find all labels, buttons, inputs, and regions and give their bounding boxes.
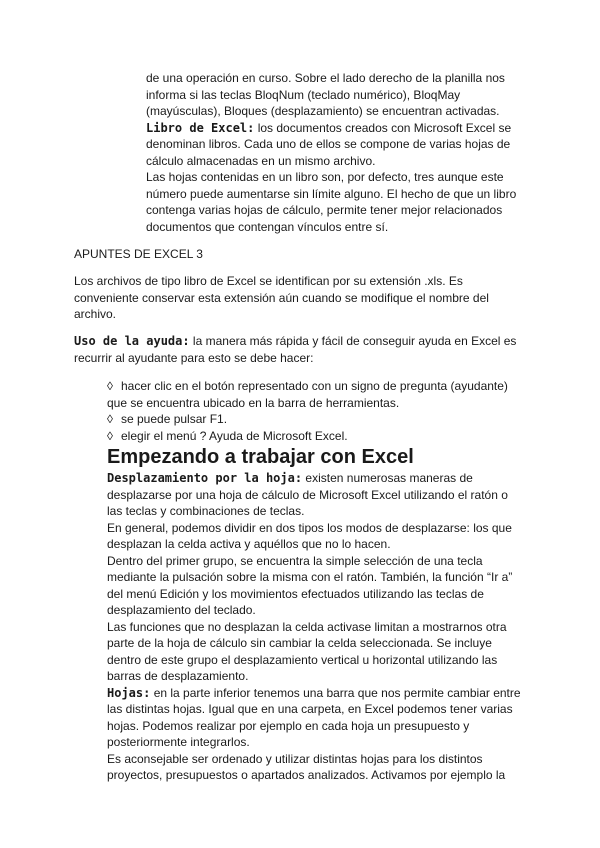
bullet-text: hacer clic en el botón representado con un signo de pregunta (ayudante) <box>121 379 508 393</box>
list-item <box>107 411 577 428</box>
text-line: Dentro del primer grupo, se encuentra la simple selección de una tecla <box>107 553 483 568</box>
desplazamiento-first-text: existen numerosas maneras de <box>302 471 473 485</box>
desplazamiento-term: Desplazamiento por la hoja: <box>107 471 303 485</box>
text-line: En general, podemos dividir en dos tipos los modos de desplazarse: los que <box>107 520 512 535</box>
body-section <box>107 470 587 784</box>
text-line: Las funciones que no desplazan la celda activase limitan a mostrarnos otra <box>107 619 507 634</box>
text-line: del menú Edición y los movimientos efectuados utilizando las teclas de <box>107 586 484 601</box>
text-line: contenga varias hojas de cálculo, permite tener mejor relacionados <box>146 203 503 217</box>
text-line: dentro de este grupo el desplazamiento vertical u horizontal utilizando las <box>107 652 498 667</box>
bullet-list <box>107 378 577 444</box>
text-line: Los archivos de tipo libro de Excel se identifican por su extensión .xls. Es <box>74 274 463 288</box>
text-line: conveniente conservar esta extensión aún cuando se modifique el nombre del <box>74 290 489 305</box>
text-line: de una operación en curso. Sobre el lado derecho de la planilla nos <box>146 71 505 85</box>
text-line: las teclas y combinaciones de teclas. <box>107 504 305 518</box>
text-line: las distintas hojas. Igual que en una carpeta, en Excel podemos tener varias <box>107 702 513 716</box>
text-line: (mayúsculas), Bloques (desplazamiento) se encuentran activadas. <box>146 104 500 118</box>
libro-term: Libro de Excel: <box>146 120 255 135</box>
text-line: cálculo almacenadas en un mismo archivo. <box>146 153 376 168</box>
text-line: desplazamiento del teclado. <box>107 603 256 617</box>
diamond-bullet-icon: ◊ <box>107 428 113 443</box>
ayuda-paragraph <box>74 333 574 366</box>
libro-first-text: los documentos creados con Microsoft Excel se <box>254 120 512 135</box>
text-line: posteriormente integrarlos. <box>107 735 250 749</box>
text-line: documentos que contengan vínculos entre sí. <box>146 219 389 234</box>
libro-first-line <box>146 120 576 137</box>
ayuda-first-line <box>74 333 574 350</box>
archivos-paragraph <box>74 273 574 323</box>
text-line: Es aconsejable ser ordenado y utilizar distintas hojas para los distintos <box>107 751 483 766</box>
hojas-first-text: en la parte inferior tenemos una barra que nos permite cambiar entre <box>150 685 521 700</box>
ayuda-first-text: la manera más rápida y fácil de conseguir ayuda en Excel es <box>189 334 517 348</box>
text-line: hojas. Podemos realizar por ejemplo en cada hoja un presupuesto y <box>107 718 470 733</box>
text-line: desplazan la celda activa y aquéllos que no lo hacen. <box>107 537 391 551</box>
top-section <box>146 70 576 235</box>
hojas-first-line <box>107 685 587 702</box>
text-line: informa si las teclas BloqNum (teclado numérico), BloqMay <box>146 87 461 102</box>
desplazamiento-first-line <box>107 470 587 487</box>
text-line: Las hojas contenidas en un libro son, por defecto, tres aunque este <box>146 170 504 184</box>
list-item <box>107 378 577 395</box>
text-line: desplazarse por una hoja de cálculo de Microsoft Excel utilizando el ratón o <box>107 487 508 502</box>
main-heading: Empezando a trabajar con Excel <box>107 446 414 468</box>
text-line: parte de la hoja de cálculo sin cambiar la celda seleccionada. Se incluye <box>107 636 492 650</box>
text-line: archivo. <box>74 307 117 321</box>
hojas-term: Hojas: <box>107 685 151 700</box>
bullet-text: se puede pulsar F1. <box>121 412 228 426</box>
bullet-text: elegir el menú ? Ayuda de Microsoft Excel. <box>121 428 348 443</box>
text-line: barras de desplazamiento. <box>107 669 249 683</box>
diamond-bullet-icon: ◊ <box>107 379 113 393</box>
text-line: recurrir al ayudante para esto se debe hacer: <box>74 350 314 365</box>
text-line: proyectos, presupuestos o apartados analizados. Activamos por ejemplo la <box>107 768 506 782</box>
ayuda-term: Uso de la ayuda: <box>74 334 190 348</box>
bullet-continuation: que se encuentra ubicado en la barra de herramientas. <box>107 395 400 410</box>
list-item <box>107 428 577 445</box>
text-line: mediante la pulsación sobre la misma con el ratón. También, la función “Ir a” <box>107 570 513 584</box>
text-line: número puede aumentarse sin límite alguno. El hecho de que un libro <box>146 186 517 201</box>
apuntes-title: APUNTES DE EXCEL 3 <box>74 247 203 261</box>
diamond-bullet-icon: ◊ <box>107 412 113 426</box>
text-line: denominan libros. Cada uno de ellos se compone de varias hojas de <box>146 137 511 151</box>
